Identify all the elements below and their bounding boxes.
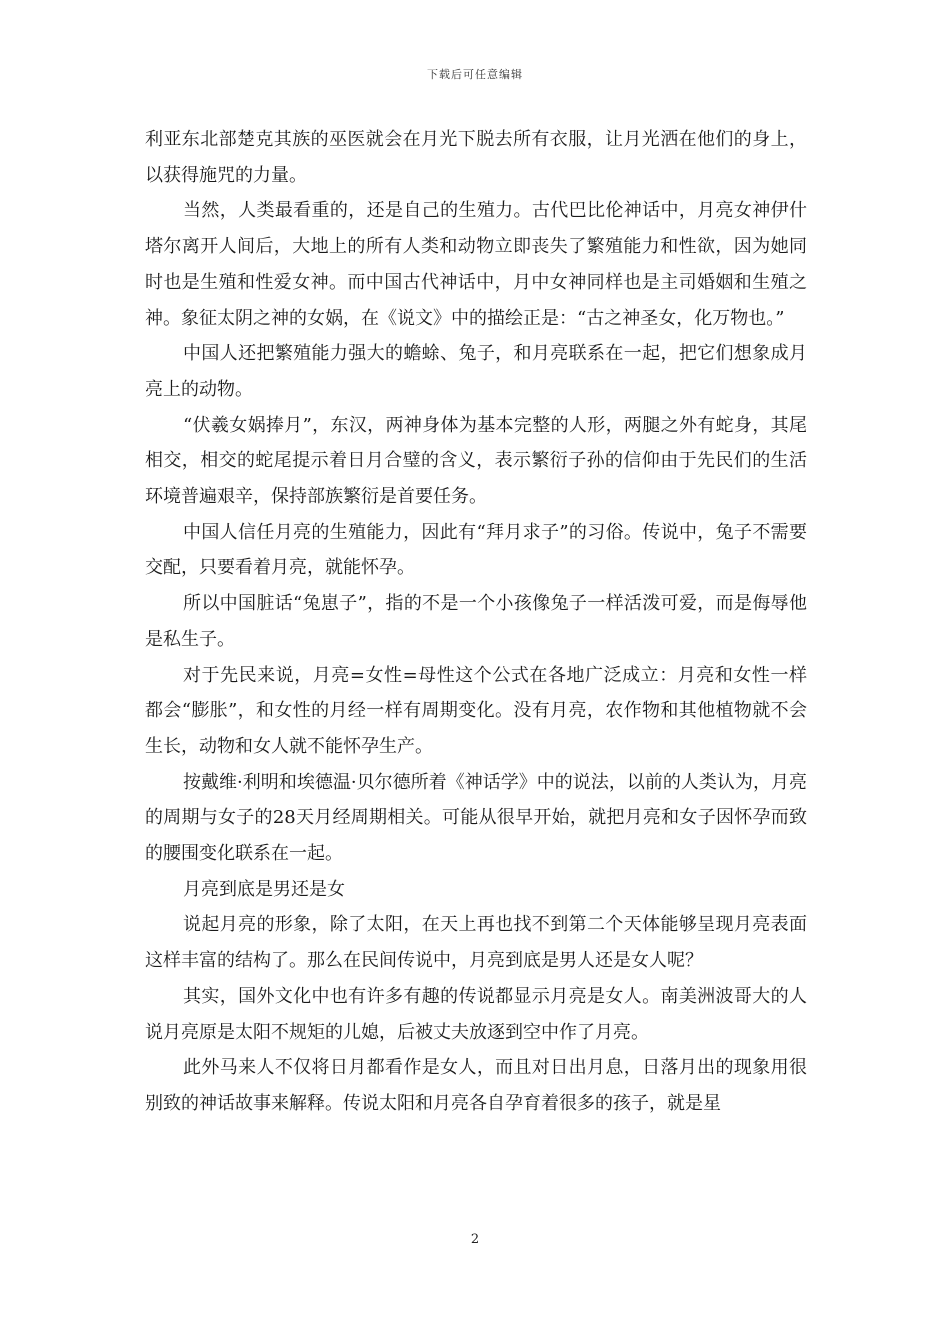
paragraph: 对于先民来说，月亮=女性=母性这个公式在各地广泛成立：月亮和女性一样都会“膨胀”，和女性的月经一样有周期变化。没有月亮，农作物和其他植物就不会生长，动物和女人就不能怀孕生产。 — [145, 664, 807, 757]
paragraph: 所以中国脏话“兔崽子”，指的不是一个小孩像兔子一样活泼可爱，而是侮辱他是私生子。 — [145, 593, 807, 650]
paragraph: 其实，国外文化中也有许多有趣的传说都显示月亮是女人。南美洲波哥大的人说月亮原是太阳不规矩的儿媳，后被丈夫放逐到空中作了月亮。 — [145, 985, 807, 1043]
paragraph: 利亚东北部楚克其族的巫医就会在月光下脱去所有衣服，让月光洒在他们的身上，以获得施咒的力量。 — [145, 129, 807, 186]
paragraph: “伏羲女娲捧月”，东汉，两神身体为基本完整的人形，两腿之外有蛇身，其尾相交，相交的蛇尾提示着日月合璧的含义，表示繁衍子孙的信仰由于先民们的生活环境普遍艰辛，保持部族繁衍是首要任务。 — [145, 414, 807, 508]
page-number: 2 — [470, 1232, 480, 1247]
paragraph: 中国人信任月亮的生殖能力，因此有“拜月求子”的习俗。传说中，兔子不需要交配，只要看着月亮，就能怀孕。 — [145, 521, 807, 579]
page-header: 下载后可任意编辑 — [427, 68, 523, 81]
document-body — [145, 122, 807, 1122]
paragraph: 此外马来人不仅将日月都看作是女人，而且对日出月息，日落月出的现象用很别致的神话故事来解释。传说太阳和月亮各自孕育着很多的孩子，就是星 — [145, 1057, 807, 1114]
paragraph: 中国人还把繁殖能力强大的蟾蜍、兔子，和月亮联系在一起，把它们想象成月亮上的动物。 — [145, 343, 807, 400]
paragraph: 按戴维·利明和埃德温·贝尔德所着《神话学》中的说法，以前的人类认为，月亮的周期与女子的28天月经周期相关。可能从很早开始，就把月亮和女子因怀孕而致的腰围变化联系在一起。 — [145, 771, 807, 865]
section-heading: 月亮到底是男还是女 — [183, 878, 345, 900]
paragraph: 说起月亮的形象，除了太阳，在天上再也找不到第二个天体能够呈现月亮表面这样丰富的结构了。那么在民间传说中，月亮到底是男人还是女人呢？ — [145, 914, 807, 972]
paragraph: 当然，人类最看重的，还是自己的生殖力。古代巴比伦神话中，月亮女神伊什塔尔离开人间后，大地上的所有人类和动物立即丧失了繁殖能力和性欲，因为她同时也是生殖和性爱女神。而中国古代神话中，月中女神同样也是主司婚姻和生殖之神。象征太阴之神的女娲，在《说文》中的描绘正是：“古之神圣女，化万物也。” — [145, 200, 807, 329]
